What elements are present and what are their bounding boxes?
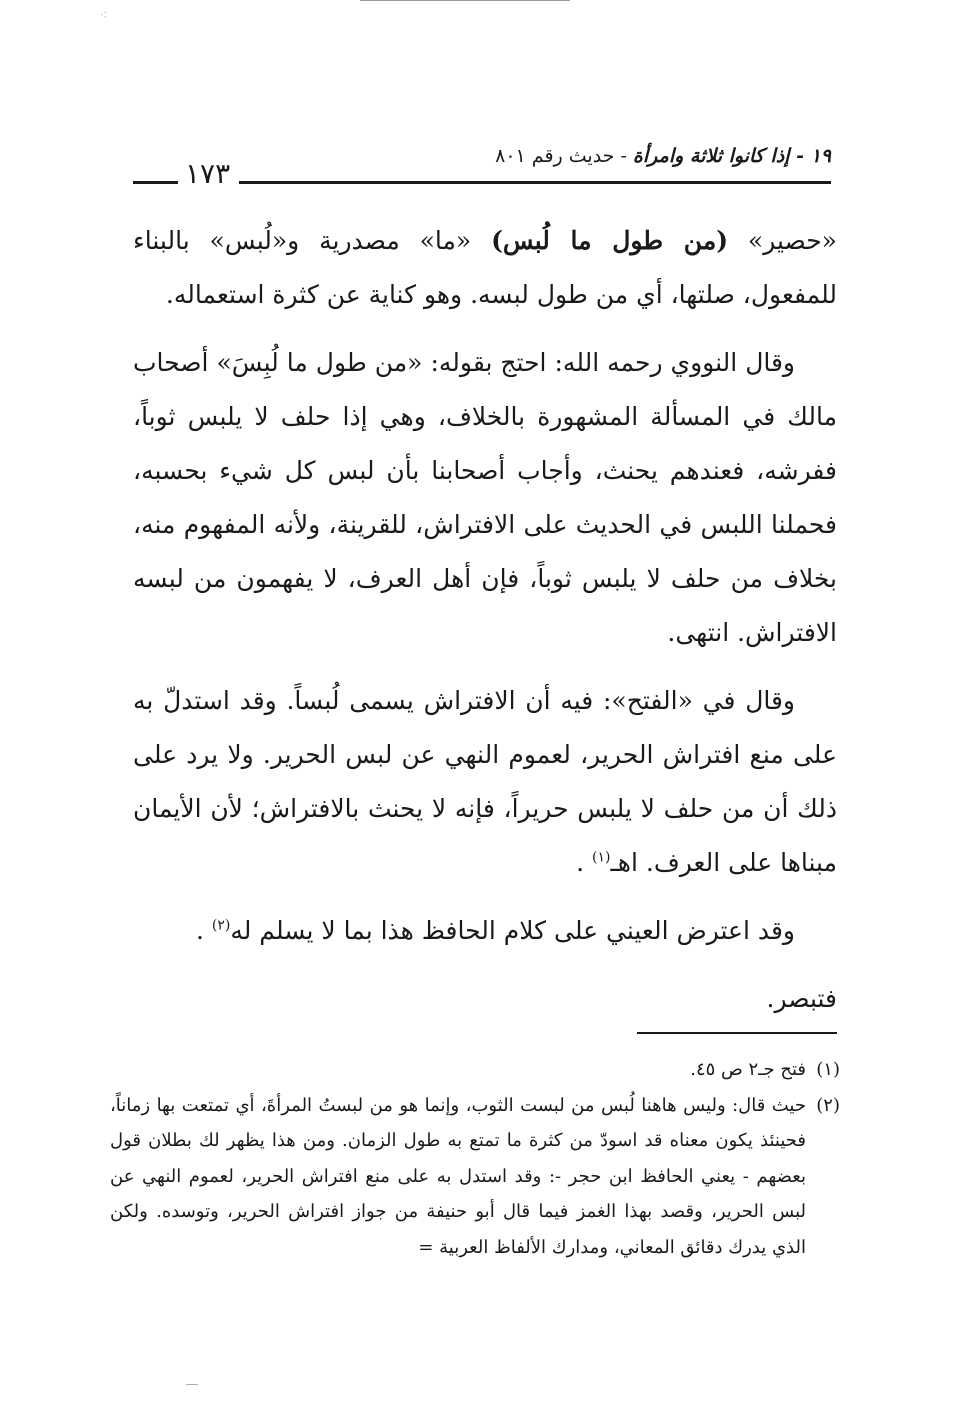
paragraph-4-text: وقد اعترض العيني على كلام الحافظ هذا بما لا يسلم له <box>230 916 795 945</box>
footnote-number: (٢) <box>816 1094 840 1116</box>
paragraph-4-end: . <box>195 916 204 945</box>
top-edge-rule <box>360 0 570 1</box>
paragraph-1-text: «ما» مصدرية و«لُبس» بالبناء للمفعول، صلتها، أي من طول لبسه. وهو كناية عن كثرة استعماله. <box>133 226 837 309</box>
paragraph-2: وقال النووي رحمه الله: احتج بقوله: «من طول ما لُبِسَ» أصحاب مالك في المسألة المشهورة بالخلاف، وهي إذا حلف لا يلبس ثوباً، ففرشه، فعندهم يحنث، وأجاب أصحابنا بأن لبس كل شيء بحسبه، فحملنا اللبس في الحديث على الافتراش، للقرينة، ولأنه المفهوم منه، بخلاف من حلف لا يلبس ثوباً، فإن أهل العرف، لا يفهمون من لبسه الافتراش. انتهى. <box>133 348 837 647</box>
footnote-2 <box>110 1088 840 1266</box>
footnotes <box>110 1052 840 1265</box>
footnote-ref-1[interactable]: (١) <box>592 849 611 866</box>
footnote-text: فتح جـ٢ ص ٤٥. <box>690 1059 806 1080</box>
running-head <box>495 145 831 167</box>
main-text <box>133 214 837 1040</box>
header-rule <box>239 181 831 184</box>
paragraph-3 <box>133 674 837 890</box>
header-rule-short <box>133 181 178 184</box>
footnote-2-body: حيث قال: وليس هاهنا لُبس من لبست الثوب، وإنما هو من لبستُ المرأةَ، أي تمتعت بها زماناً، فحينئذ يكون معناه قد اسودّ من كثرة ما تمتع به طول الزمان. ومن هذا يظهر لك بطلان قول بعضهم - يعني الحافظ ابن حجر -: وقد استدل به على منع افتراش الحرير، لعموم النهي عن لبس الحرير، وقصد بهذا الغمز فيما قال أبو حنيفة من جواز افتراش الحرير، وتوسده. ولكن الذي يدرك دقائق المعاني، ومدارك الألفاظ العربية <box>110 1094 806 1258</box>
paragraph-5: فتبصر. <box>766 984 837 1013</box>
paragraph-4 <box>133 904 837 958</box>
paragraph-3-text: وقال في «الفتح»: فيه أن الافتراش يسمى لُبساً. وقد استدلّ به على منع افتراش الحرير، لعموم النهي عن لبس الحرير. ولا يرد على ذلك أن من حلف لا يلبس حريراً، فإنه لا يحنث بالافتراش؛ لأن الأيمان مبناها على العرف. اهـ <box>133 686 837 877</box>
hadith-phrase: (من طول ما لُبس) <box>491 226 729 255</box>
footnote-text <box>110 1088 806 1266</box>
continuation-mark: = <box>418 1236 434 1258</box>
page-number: ١٧٣ <box>185 157 231 190</box>
page-header <box>133 145 831 195</box>
footnote-number: (١) <box>816 1059 840 1080</box>
quoted-word: «حصير» <box>728 226 837 255</box>
footnote-separator <box>637 1032 837 1034</box>
scan-speck-bottom <box>186 1384 198 1385</box>
paragraph-3-end: . <box>576 848 585 877</box>
footnote-1 <box>110 1052 840 1088</box>
scan-speck-icon: ⁖ <box>100 8 108 22</box>
paragraph-1 <box>133 214 837 322</box>
running-head-chapter: ١٩ - إذا كانوا ثلاثة وامرأة <box>632 145 831 167</box>
running-head-hadith: - حديث رقم ٨٠١ <box>495 145 633 167</box>
footnote-ref-2[interactable]: (٢) <box>211 917 231 934</box>
